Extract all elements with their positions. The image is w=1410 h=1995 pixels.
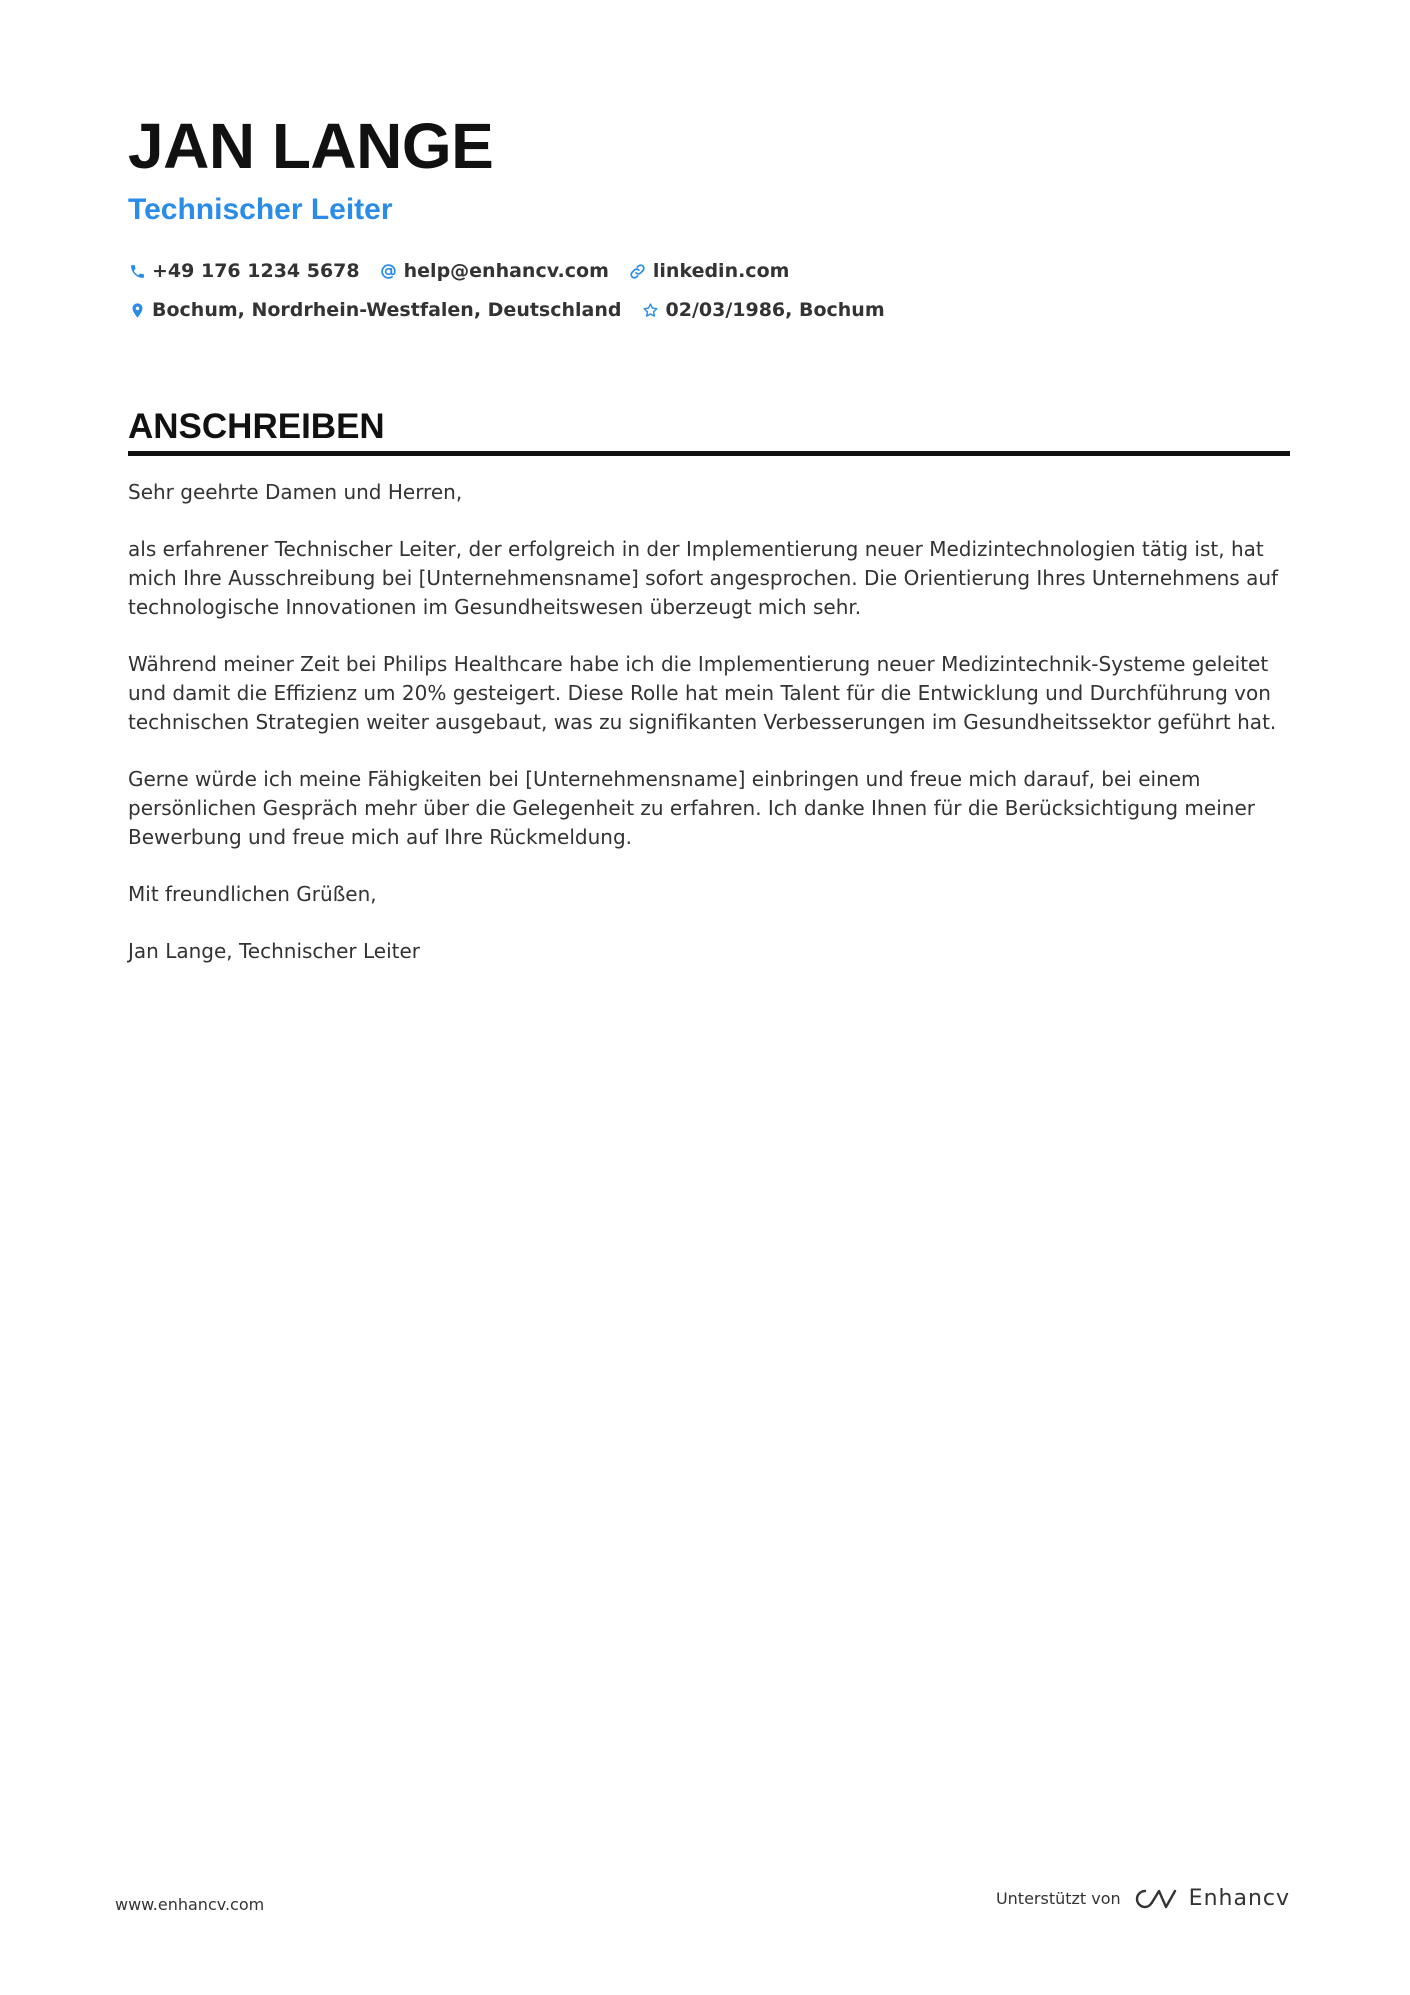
powered-by-text: Unterstützt von [995,1889,1121,1908]
contact-email-text[interactable]: help@enhancv.com [403,260,609,282]
enhancv-logo-icon [1133,1887,1179,1911]
link-icon [629,263,647,281]
letter-body [128,478,1290,966]
letter-paragraph: Während meiner Zeit bei Philips Healthcare habe ich die Implementierung neuer Medizintechnik-Systeme geleitet und damit die Effizienz um 20% gesteigert. Diese Rolle hat mein Talent für die Entwicklung und Durchführung von technischen Strategien weiter ausgebaut, was zu signifikanten Verbesserungen im Gesundheitssektor geführt hat. [128,652,1277,734]
letter-closing: Mit freundlichen Grüßen, [128,882,377,906]
section-title: ANSCHREIBEN [128,407,385,446]
letter-salutation: Sehr geehrte Damen und Herren, [128,480,463,504]
section-divider [128,451,1290,456]
cover-letter-section [128,405,1290,994]
contact-email[interactable] [380,252,609,291]
contact-linkedin-text[interactable]: linkedin.com [652,260,790,282]
location-pin-icon [128,302,146,320]
applicant-name: JAN LANGE [128,110,494,182]
letter-paragraph: als erfahrener Technischer Leiter, der erfolgreich in der Implementierung neuer Medizintechnologien tätig ist, hat mich Ihre Ausschreibung bei [Unternehmensname] sofort angesprochen. Die Orientierung Ihres Unternehmens auf technologische Innovationen im Gesundheitswesen überzeugt mich sehr. [128,537,1279,619]
contact-birth-text: 02/03/1986, Bochum [665,299,885,321]
contact-location [128,291,622,330]
footer-website[interactable]: www.enhancv.com [115,1895,265,1914]
contact-linkedin[interactable] [629,252,790,291]
contact-location-text: Bochum, Nordrhein-Westfalen, Deutschland [152,299,622,321]
contact-phone-text: +49 176 1234 5678 [152,260,360,282]
contact-phone [128,252,360,291]
header [128,108,1288,330]
job-title: Technischer Leiter [128,193,393,226]
letter-paragraph: Gerne würde ich meine Fähigkeiten bei [Unternehmensname] einbringen und freue mich darauf, bei einem persönlichen Gespräch mehr über die Gelegenheit zu erfahren. Ich danke Ihnen für die Berücksichtigung meiner Bewerbung und freue mich auf Ihre Rückmeldung. [128,767,1255,849]
star-icon [642,302,660,320]
brand-name: Enhancv [1188,1886,1290,1911]
footer-branding [996,1886,1290,1911]
contact-birth [642,291,885,330]
contact-list [128,252,1288,330]
phone-icon [128,263,146,281]
at-icon [380,263,398,281]
letter-signature: Jan Lange, Technischer Leiter [128,939,421,963]
